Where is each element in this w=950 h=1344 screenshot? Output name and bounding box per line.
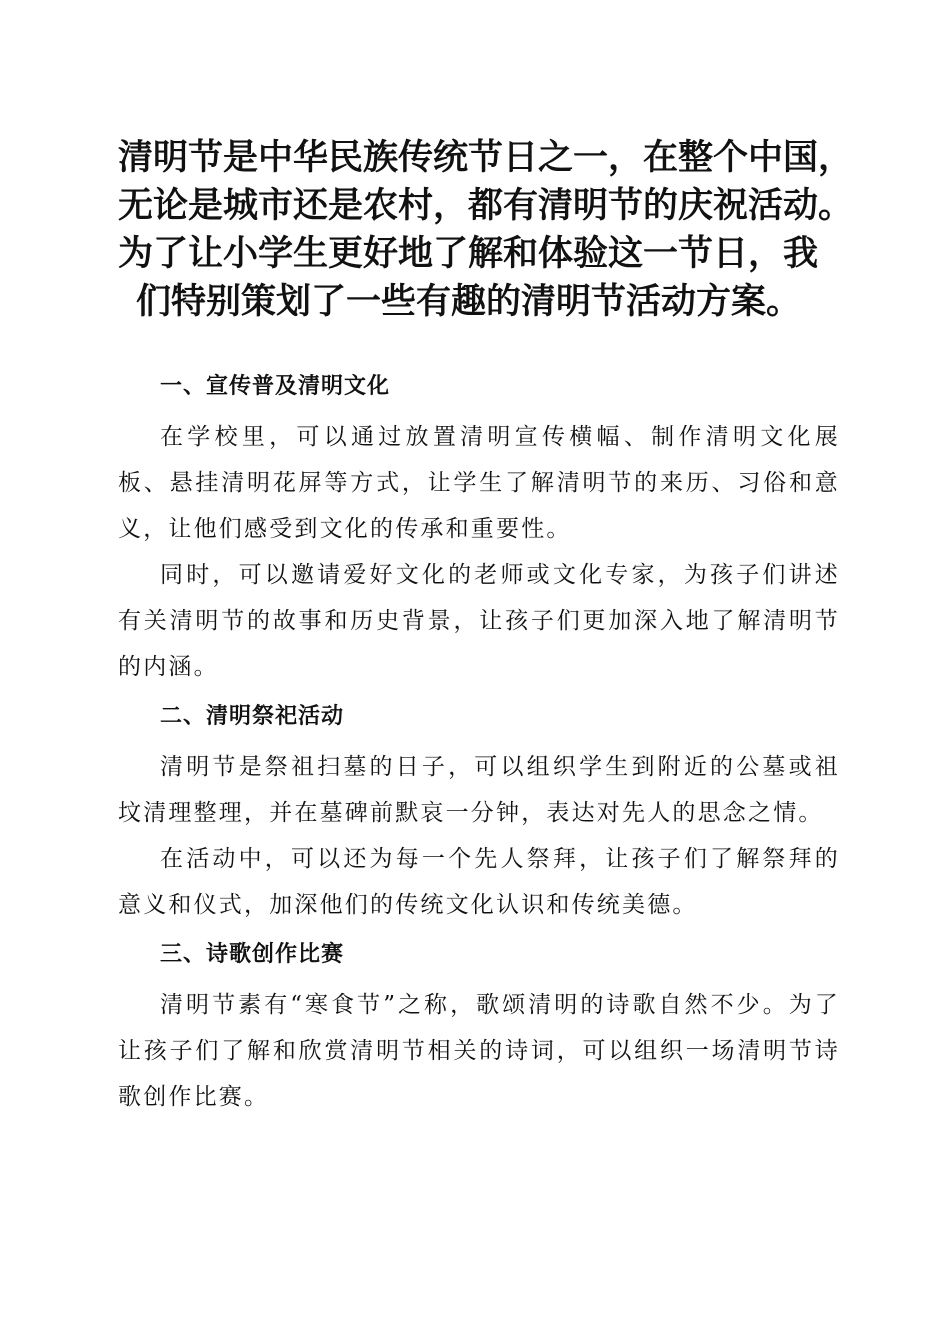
intro-line: 清明节是中华民族传统节日之一，在整个中国， <box>118 137 854 178</box>
section-paragraph: 在学校里，可以通过放置清明宣传横幅、制作清明文化展板、悬挂清明花屏等方式，让学生了解清明节的来历、习俗和意义，让他们感受到文化的传承和重要性。 <box>118 424 840 542</box>
section-sacrifice <box>118 690 840 928</box>
section-paragraph: 清明节是祭祖扫墓的日子，可以组织学生到附近的公墓或祖坟清理整理，并在墓碑前默哀一分钟，表达对先人的思念之情。 <box>118 754 840 826</box>
section-paragraph: 清明节素有“寒食节”之称，歌颂清明的诗歌自然不少。为了让孩子们了解和欣赏清明节相关的诗词，可以组织一场清明节诗歌创作比赛。 <box>118 992 840 1110</box>
intro-line: 无论是城市还是农村，都有清明节的庆祝活动。 <box>118 185 854 226</box>
intro-line: 为了让小学生更好地了解和体验这一节日，我 <box>118 233 819 274</box>
section-paragraph: 在活动中，可以还为每一个先人祭拜，让孩子们了解祭拜的意义和仪式，加深他们的传统文化认识和传统美德。 <box>118 846 840 918</box>
section-poetry <box>118 928 840 1120</box>
section-heading: 一、宣传普及清明文化 <box>160 374 391 399</box>
document-body <box>118 360 840 1120</box>
section-publicity <box>118 360 840 690</box>
intro-line: 们特别策划了一些有趣的清明节活动方案。 <box>136 281 802 322</box>
section-heading: 三、诗歌创作比赛 <box>160 942 345 967</box>
section-heading: 二、清明祭祀活动 <box>160 704 345 729</box>
section-paragraph: 同时，可以邀请爱好文化的老师或文化专家，为孩子们讲述有关清明节的故事和历史背景，让孩子们更加深入地了解清明节的内涵。 <box>118 562 840 680</box>
intro-paragraph <box>118 134 854 326</box>
